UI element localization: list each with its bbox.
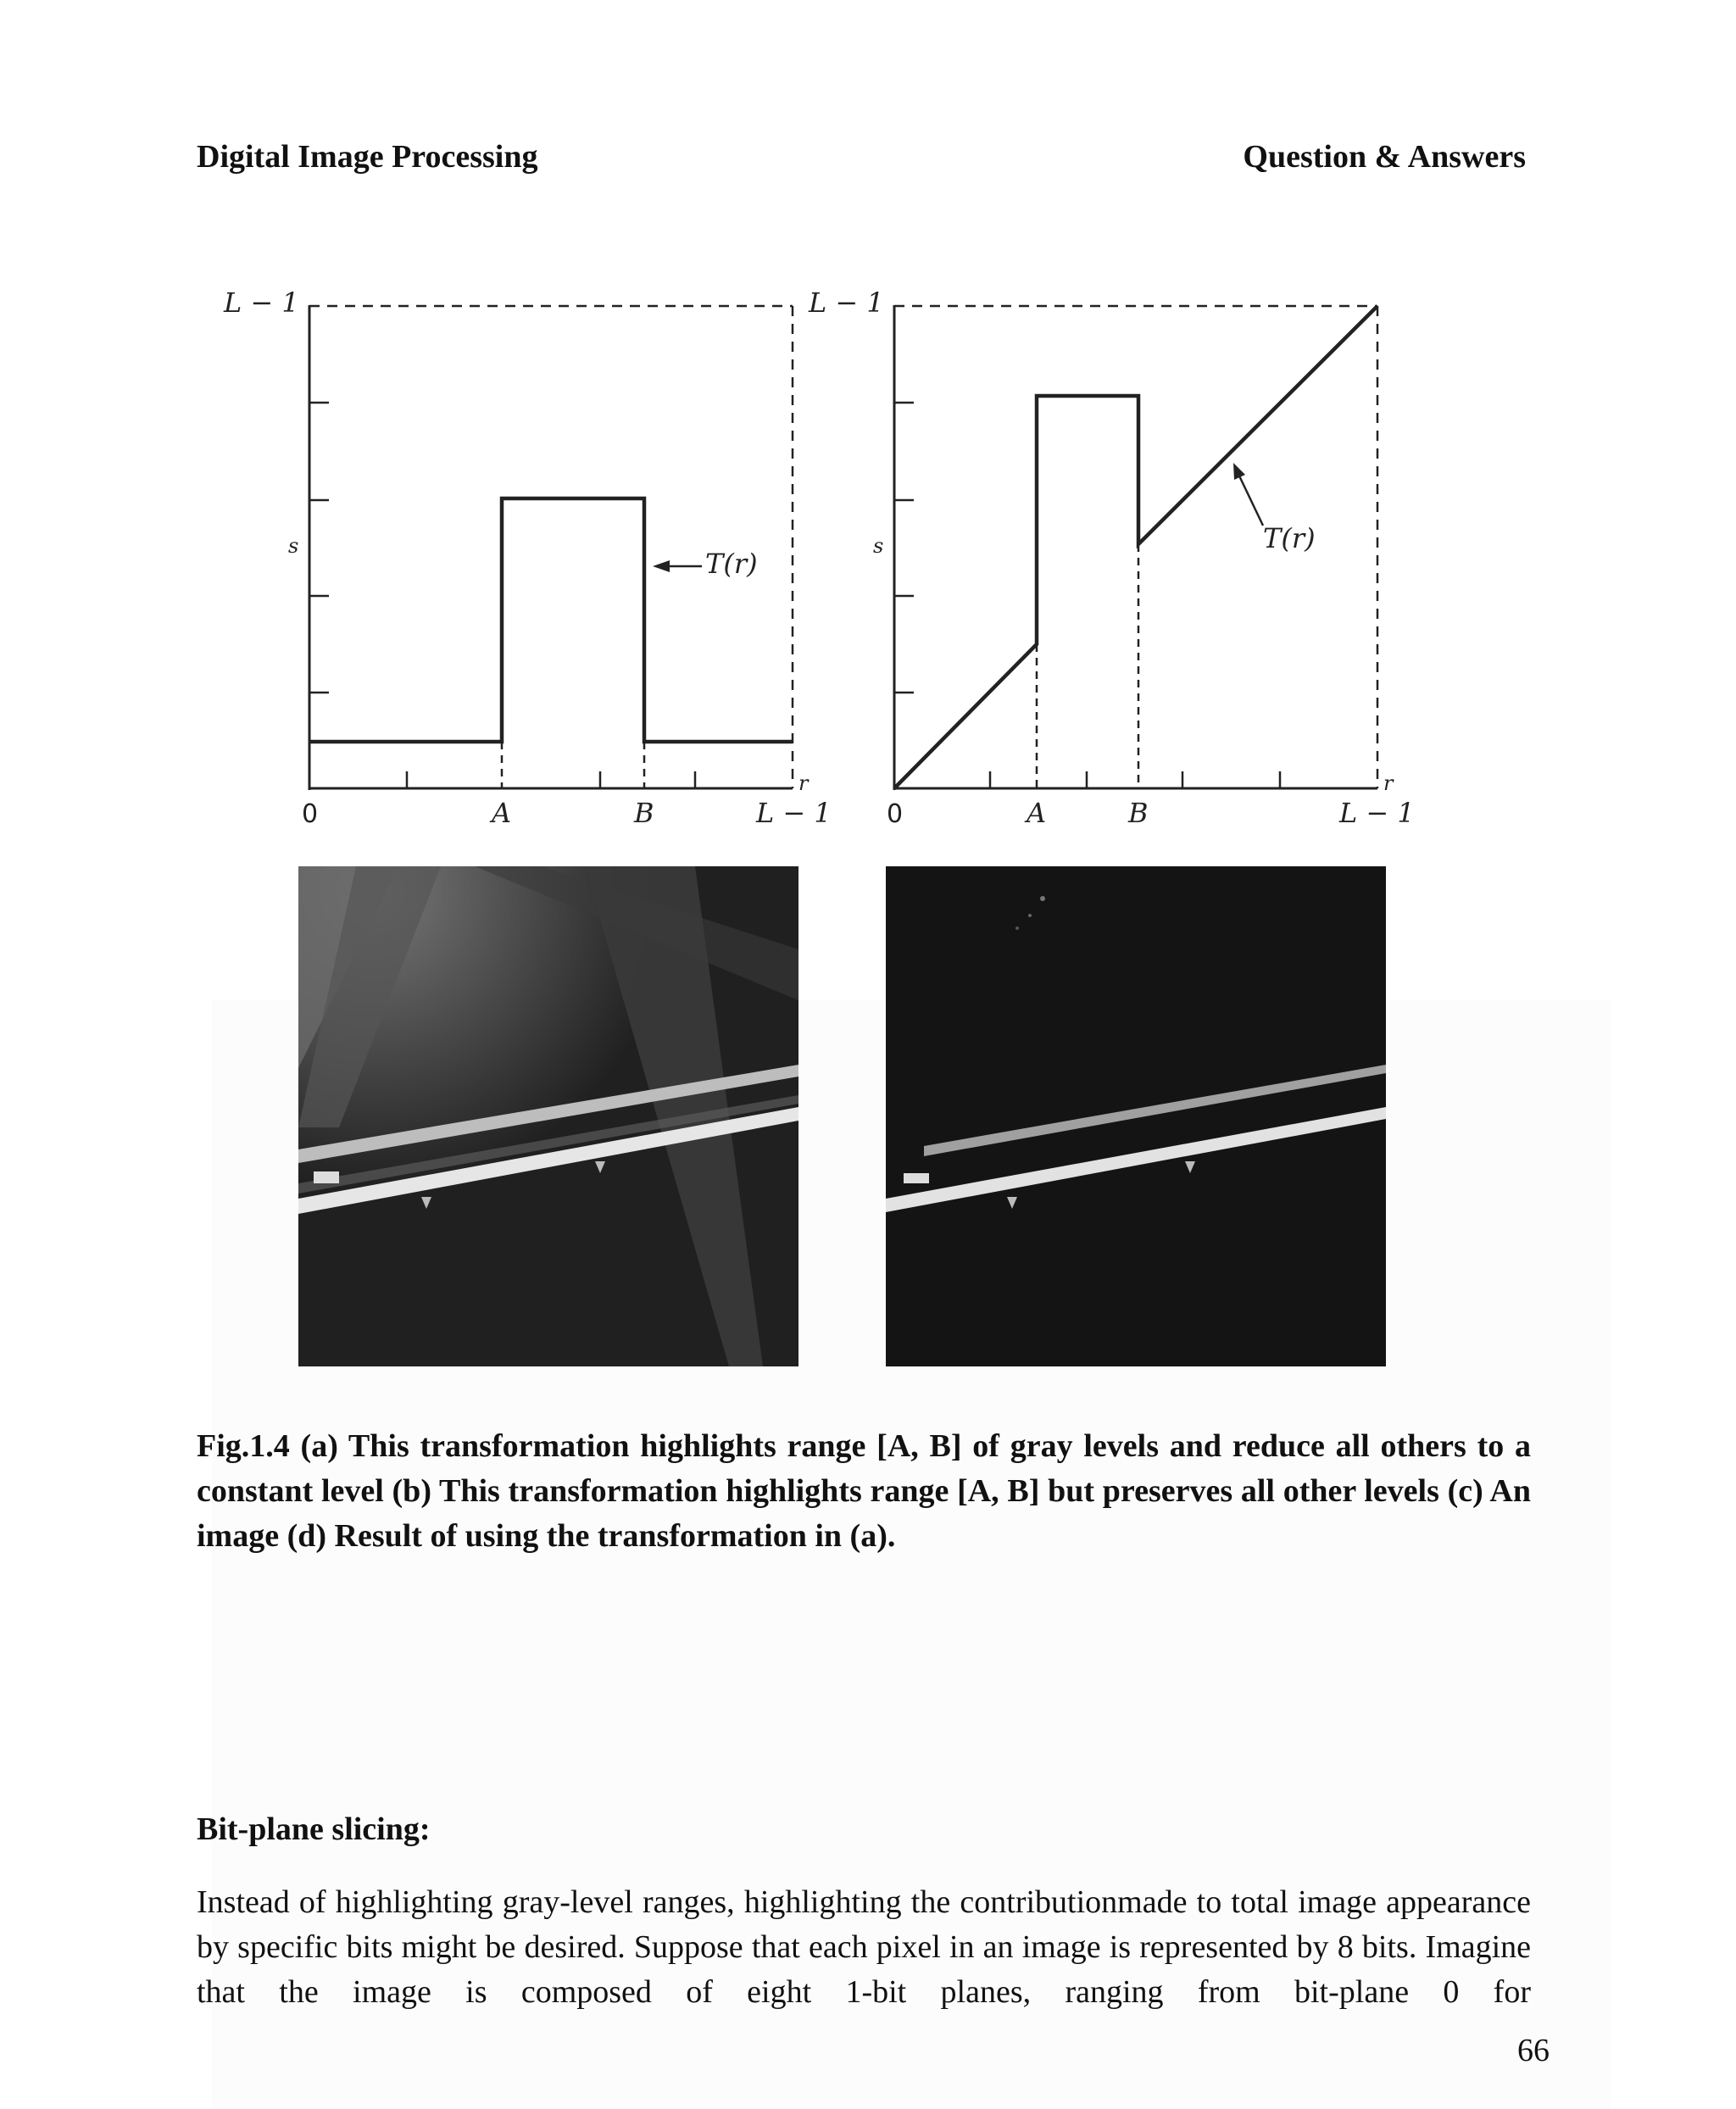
figure-caption: Fig.1.4 (a) This transformation highlights range [A, B] of gray levels and reduce all others to a constant level (b) This transformation highlights range [A, B] but preserves all other levels (c) An image (d) Result of using the transformation in (a). xyxy=(197,1428,1531,1554)
panel-b-curve-label: T(r) xyxy=(1263,522,1316,554)
panel-a-transform-curve xyxy=(309,498,793,742)
panel-b-x-label-b: B xyxy=(1128,797,1149,829)
running-header-left: Digital Image Processing xyxy=(197,139,538,175)
panel-a-curve-arrowhead xyxy=(653,560,670,572)
image-d-result xyxy=(886,866,1386,1366)
panel-b-x-axis-label: r xyxy=(1383,771,1394,795)
running-header-right: Question & Answers xyxy=(1243,139,1526,175)
image-c-aerial xyxy=(298,866,798,1366)
panel-a-x-label-0: 0 xyxy=(302,799,319,829)
panel-a-x-label-a: A xyxy=(492,797,512,829)
panel-b-y-axis-label: s xyxy=(873,534,884,558)
panel-a-chart xyxy=(223,287,832,829)
panel-b-x-label-max: L − 1 xyxy=(1339,797,1415,829)
panel-a-y-axis-label: s xyxy=(288,534,299,558)
panel-a-y-max-label: L − 1 xyxy=(224,287,299,319)
page-number: 66 xyxy=(1517,2033,1550,2068)
panel-b-x-label-a: A xyxy=(1027,797,1047,829)
body-paragraph: Instead of highlighting gray-level ranges, highlighting the contributionmade to total image appearance by specific bits might be desired. Suppose that each pixel in an image is represented by 8 bits. Imagine that the image is composed of eight 1-bit planes, ranging from bit-plane 0 for xyxy=(197,1884,1531,2010)
panel-a-curve-label: T(r) xyxy=(705,548,758,580)
panel-b-x-label-0: 0 xyxy=(887,799,904,829)
panel-b-curve-arrow xyxy=(1236,469,1263,526)
panel-b-curve-arrowhead xyxy=(1233,463,1245,480)
panel-a-x-axis-label: r xyxy=(798,771,809,795)
section-title: Bit-plane slicing: xyxy=(197,1811,431,1847)
panel-a-x-label-b: B xyxy=(634,797,654,829)
panel-b-chart xyxy=(808,287,1415,829)
panel-a-x-label-max: L − 1 xyxy=(756,797,832,829)
panel-b-y-max-label: L − 1 xyxy=(809,287,884,319)
